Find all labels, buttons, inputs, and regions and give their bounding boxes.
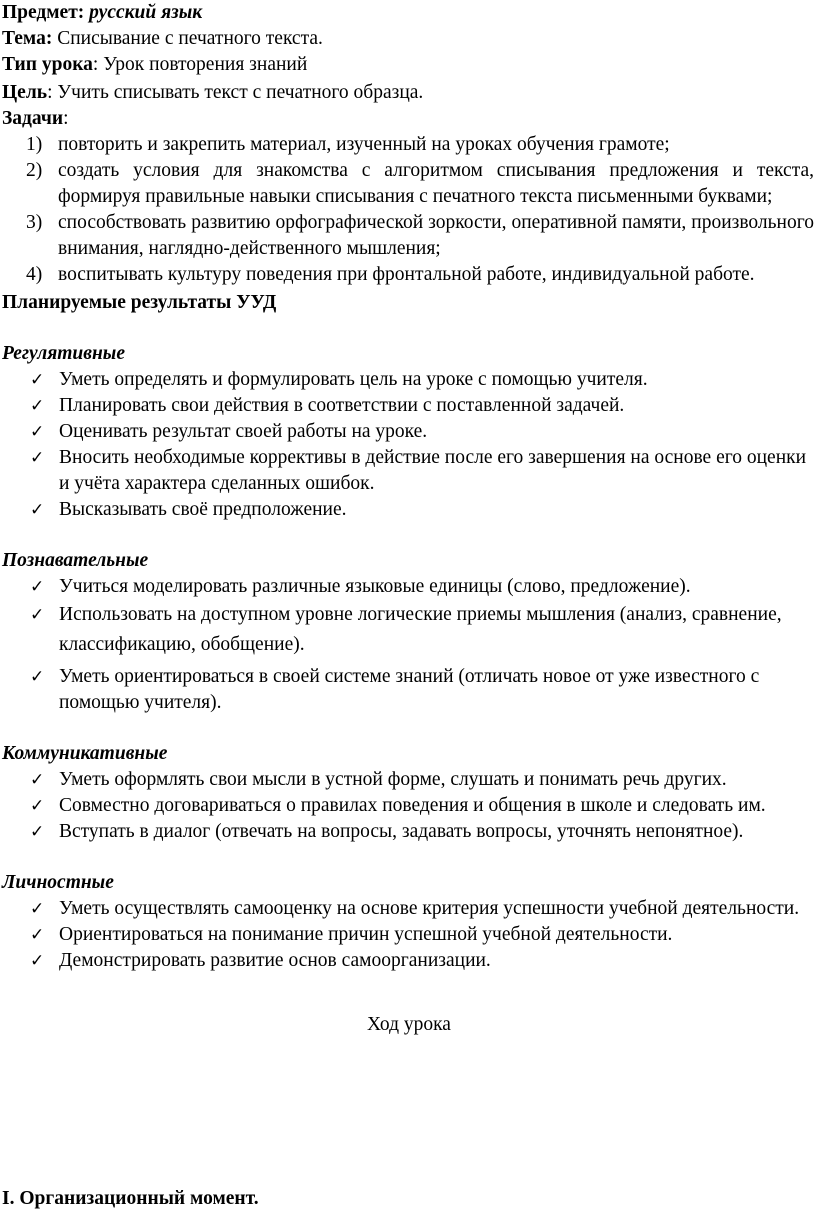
subject-label: Предмет: xyxy=(2,2,85,23)
list-item: ✓ Вносить необходимые коррективы в действие после его завершения на основе его оценки и учёта характера сделанных ошибок. xyxy=(30,447,807,494)
topic-label: Тема: xyxy=(2,28,53,49)
list-item: ✓ Планировать свои действия в соответствии с поставленной задачей. xyxy=(2,393,816,419)
tasks-list xyxy=(2,132,816,288)
task-item: 1) повторить и закрепить материал, изученный на уроках обучения грамоте; xyxy=(26,134,670,155)
checkmark-icon: ✓ xyxy=(30,605,45,625)
checkmark-icon: ✓ xyxy=(30,500,45,520)
goal-line xyxy=(2,80,816,106)
goal-value: : Учить списывать текст с печатного образца. xyxy=(47,82,424,103)
list-item: ✓ Высказывать своё предположение. xyxy=(2,497,816,523)
communicative-list xyxy=(2,767,816,845)
lesson-type-line xyxy=(2,52,816,78)
topic-line xyxy=(2,26,816,52)
list-item: ✓ Ориентироваться на понимание причин успешной учебной деятельности. xyxy=(2,922,816,948)
tasks-label: Задачи xyxy=(2,108,64,129)
topic-value: Списывание с печатного текста. xyxy=(57,28,323,49)
subject-value: русский язык xyxy=(89,2,203,23)
section-title-regulative: Регулятивные xyxy=(2,343,125,364)
tasks-heading: Задачи: xyxy=(2,108,69,129)
checkmark-icon: ✓ xyxy=(30,577,45,597)
section-title-cognitive: Познавательные xyxy=(2,550,149,571)
task-item: 2) создать условия для знакомства с алгоритмом списывания предложения и текста, формируя правильные навыки списывания с печатного текста письменными буквами; xyxy=(26,160,814,207)
checkmark-icon: ✓ xyxy=(30,899,45,919)
checkmark-icon: ✓ xyxy=(30,422,45,442)
checkmark-icon: ✓ xyxy=(30,796,45,816)
list-item: ✓ Демонстрировать развитие основ самоорганизации. xyxy=(2,948,816,974)
personal-list xyxy=(2,896,816,974)
regulative-list xyxy=(2,367,816,523)
checkmark-icon: ✓ xyxy=(30,667,45,687)
subject-line xyxy=(2,0,816,26)
results-heading: Планируемые результаты УУД xyxy=(2,292,277,313)
checkmark-icon: ✓ xyxy=(30,951,45,971)
lesson-type-value: : Урок повторения знаний xyxy=(92,54,308,75)
task-item: 4) воспитывать культуру поведения при фронтальной работе, индивидуальной работе. xyxy=(26,264,755,285)
checkmark-icon: ✓ xyxy=(30,370,45,390)
lesson-progress-heading: Ход урока xyxy=(367,1014,451,1035)
list-item: ✓ Оценивать результат своей работы на уроке. xyxy=(2,419,816,445)
section-title-personal: Личностные xyxy=(2,872,114,893)
list-item: ✓ Использовать на доступном уровне логические приемы мышления (анализ, сравнение, классификацию, обобщение). xyxy=(2,600,816,660)
list-item: ✓ Уметь оформлять свои мысли в устной форме, слушать и понимать речь других. xyxy=(2,767,816,793)
goal-label: Цель xyxy=(2,82,48,103)
list-item: ✓ Совместно договариваться о правилах поведения и общения в школе и следовать им. xyxy=(2,793,816,819)
list-item: ✓ Уметь ориентироваться в своей системе знаний (отличать новое от уже известного с помощью учителя). xyxy=(30,666,760,713)
checkmark-icon: ✓ xyxy=(30,925,45,945)
task-item: 3) способствовать развитию орфографической зоркости, оперативной памяти, произвольного внимания, наглядно-действенного мышления; xyxy=(26,212,814,259)
checkmark-icon: ✓ xyxy=(30,822,45,842)
lesson-type-label: Тип урока xyxy=(2,54,93,75)
list-item: ✓ Уметь осуществлять самооценку на основе критерия успешности учебной деятельности. xyxy=(2,896,816,922)
list-item: ✓ Уметь определять и формулировать цель на уроке с помощью учителя. xyxy=(2,367,816,393)
checkmark-icon: ✓ xyxy=(30,448,45,468)
checkmark-icon: ✓ xyxy=(30,396,45,416)
list-item: ✓ Учиться моделировать различные языковые единицы (слово, предложение). xyxy=(2,574,816,600)
stage-heading: I. Организационный момент. xyxy=(2,1187,259,1209)
checkmark-icon: ✓ xyxy=(30,770,45,790)
cognitive-list xyxy=(2,574,816,716)
section-title-communicative: Коммуникативные xyxy=(2,743,168,764)
list-item: ✓ Вступать в диалог (отвечать на вопросы, задавать вопросы, уточнять непонятное). xyxy=(2,819,816,845)
